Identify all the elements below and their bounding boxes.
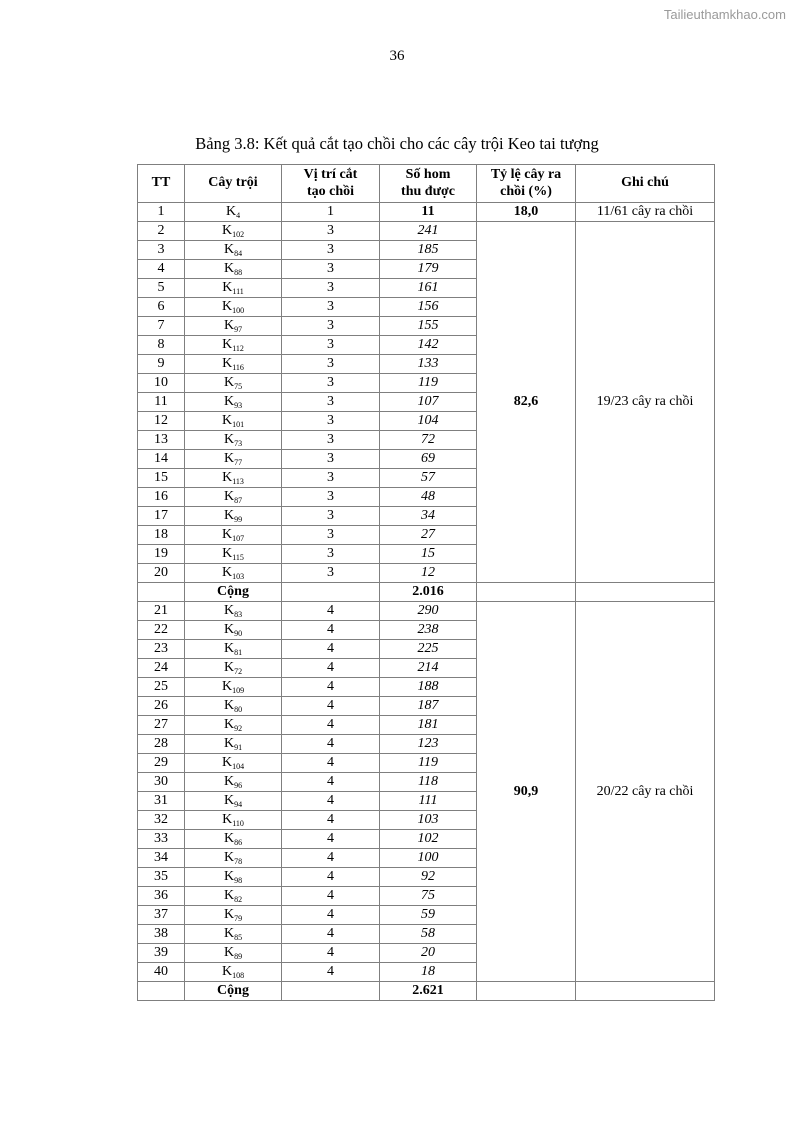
tree-letter: K bbox=[223, 698, 235, 713]
tree-name-cell bbox=[185, 773, 282, 792]
position-cell: 3 bbox=[282, 469, 380, 488]
tree-subscript: 99 bbox=[234, 515, 243, 524]
tree-name-cell bbox=[185, 279, 282, 298]
count-cell: 75 bbox=[380, 887, 477, 906]
tree-subscript: 98 bbox=[234, 876, 243, 885]
tree-letter: K bbox=[222, 356, 233, 371]
position-cell: 3 bbox=[282, 393, 380, 412]
position-cell: 3 bbox=[282, 507, 380, 526]
total-label-cell: Cộng bbox=[185, 583, 282, 602]
tree-letter: K bbox=[221, 755, 233, 770]
tt-cell: 35 bbox=[138, 868, 185, 887]
tt-cell: 31 bbox=[138, 792, 185, 811]
count-cell: 12 bbox=[380, 564, 477, 583]
total-empty-cell bbox=[282, 583, 380, 602]
position-cell: 4 bbox=[282, 811, 380, 830]
header-ty-le bbox=[477, 165, 576, 203]
position-cell: 4 bbox=[282, 659, 380, 678]
tree-name-cell bbox=[185, 849, 282, 868]
count-cell: 290 bbox=[380, 602, 477, 621]
tree-subscript: 108 bbox=[232, 971, 245, 980]
table-row bbox=[138, 222, 715, 241]
tt-cell: 14 bbox=[138, 450, 185, 469]
tree-subscript: 80 bbox=[234, 705, 243, 714]
tree-name-cell bbox=[185, 830, 282, 849]
tt-cell: 1 bbox=[138, 203, 185, 222]
count-cell: 48 bbox=[380, 488, 477, 507]
position-cell: 4 bbox=[282, 678, 380, 697]
tree-letter: K bbox=[223, 926, 235, 941]
position-cell: 4 bbox=[282, 697, 380, 716]
table-row bbox=[138, 602, 715, 621]
position-cell: 3 bbox=[282, 260, 380, 279]
header-ty-le-line1: Tỷ lệ cây ra bbox=[490, 167, 562, 183]
position-cell: 3 bbox=[282, 317, 380, 336]
tree-subscript: 104 bbox=[232, 762, 245, 771]
tree-subscript: 96 bbox=[234, 781, 243, 790]
tree-letter: K bbox=[221, 964, 233, 979]
tree-name-cell bbox=[185, 317, 282, 336]
position-cell: 3 bbox=[282, 355, 380, 374]
tree-subscript: 84 bbox=[234, 249, 243, 258]
count-cell: 238 bbox=[380, 621, 477, 640]
note-cell: 11/61 cây ra chồi bbox=[576, 203, 715, 222]
tree-name-cell bbox=[185, 450, 282, 469]
total-value-cell: 2.621 bbox=[380, 982, 477, 1001]
header-so-hom bbox=[380, 165, 477, 203]
tree-letter: K bbox=[222, 337, 233, 352]
tt-cell: 21 bbox=[138, 602, 185, 621]
tree-name-cell bbox=[185, 811, 282, 830]
tree-letter: K bbox=[223, 660, 235, 675]
tree-letter: K bbox=[223, 394, 235, 409]
tt-cell: 40 bbox=[138, 963, 185, 982]
tree-name-cell bbox=[185, 469, 282, 488]
tree-name-cell bbox=[185, 298, 282, 317]
tree-letter: K bbox=[221, 413, 233, 428]
tree-letter: K bbox=[223, 945, 235, 960]
tree-letter: K bbox=[222, 280, 233, 295]
tt-cell: 39 bbox=[138, 944, 185, 963]
position-cell: 3 bbox=[282, 431, 380, 450]
tt-cell: 16 bbox=[138, 488, 185, 507]
tree-subscript: 115 bbox=[232, 553, 244, 562]
tree-subscript: 112 bbox=[232, 344, 244, 353]
count-cell: 102 bbox=[380, 830, 477, 849]
tt-cell: 11 bbox=[138, 393, 185, 412]
count-cell: 111 bbox=[380, 792, 477, 811]
tt-cell: 17 bbox=[138, 507, 185, 526]
count-cell: 69 bbox=[380, 450, 477, 469]
tree-name-cell bbox=[185, 887, 282, 906]
tree-subscript: 91 bbox=[234, 743, 243, 752]
count-cell: 123 bbox=[380, 735, 477, 754]
table-body bbox=[138, 203, 715, 1001]
tree-subscript: 89 bbox=[234, 952, 243, 961]
position-cell: 4 bbox=[282, 887, 380, 906]
tree-letter: K bbox=[223, 603, 235, 618]
tt-cell: 34 bbox=[138, 849, 185, 868]
header-vi-tri bbox=[282, 165, 380, 203]
tree-name-cell bbox=[185, 602, 282, 621]
tree-name-cell bbox=[185, 716, 282, 735]
tree-letter: K bbox=[223, 432, 235, 447]
tree-letter: K bbox=[223, 261, 235, 276]
tree-name-cell bbox=[185, 640, 282, 659]
tt-cell: 25 bbox=[138, 678, 185, 697]
tree-letter: K bbox=[222, 470, 233, 485]
count-cell: 188 bbox=[380, 678, 477, 697]
count-cell: 58 bbox=[380, 925, 477, 944]
count-cell: 15 bbox=[380, 545, 477, 564]
group-note-cell: 20/22 cây ra chồi bbox=[576, 602, 715, 982]
tree-subscript: 100 bbox=[232, 306, 245, 315]
position-cell: 4 bbox=[282, 849, 380, 868]
tree-subscript: 94 bbox=[234, 800, 243, 809]
total-empty-cell bbox=[138, 583, 185, 602]
position-cell: 3 bbox=[282, 526, 380, 545]
position-cell: 4 bbox=[282, 716, 380, 735]
count-cell: 241 bbox=[380, 222, 477, 241]
position-cell: 4 bbox=[282, 621, 380, 640]
tree-name-cell bbox=[185, 963, 282, 982]
position-cell: 3 bbox=[282, 279, 380, 298]
tree-name-cell bbox=[185, 526, 282, 545]
tt-cell: 36 bbox=[138, 887, 185, 906]
tree-subscript: 77 bbox=[234, 458, 243, 467]
tt-cell: 18 bbox=[138, 526, 185, 545]
header-cay-troi: Cây trội bbox=[185, 165, 282, 203]
tree-letter: K bbox=[223, 375, 235, 390]
tree-name-cell bbox=[185, 412, 282, 431]
position-cell: 4 bbox=[282, 602, 380, 621]
count-cell: 11 bbox=[380, 203, 477, 222]
tree-name-cell bbox=[185, 925, 282, 944]
count-cell: 156 bbox=[380, 298, 477, 317]
count-cell: 133 bbox=[380, 355, 477, 374]
position-cell: 4 bbox=[282, 906, 380, 925]
position-cell: 3 bbox=[282, 412, 380, 431]
tree-name-cell bbox=[185, 203, 282, 222]
tree-subscript: 109 bbox=[232, 686, 245, 695]
position-cell: 4 bbox=[282, 754, 380, 773]
tree-name-cell bbox=[185, 260, 282, 279]
tt-cell: 19 bbox=[138, 545, 185, 564]
total-row bbox=[138, 583, 715, 602]
tree-subscript: 72 bbox=[234, 667, 243, 676]
total-empty-cell bbox=[477, 583, 576, 602]
tree-subscript: 78 bbox=[234, 857, 243, 866]
tt-cell: 4 bbox=[138, 260, 185, 279]
count-cell: 18 bbox=[380, 963, 477, 982]
position-cell: 3 bbox=[282, 336, 380, 355]
tree-subscript: 73 bbox=[234, 439, 243, 448]
position-cell: 1 bbox=[282, 203, 380, 222]
tt-cell: 23 bbox=[138, 640, 185, 659]
tt-cell: 22 bbox=[138, 621, 185, 640]
tree-name-cell bbox=[185, 868, 282, 887]
position-cell: 4 bbox=[282, 792, 380, 811]
rate-cell: 18,0 bbox=[477, 203, 576, 222]
position-cell: 4 bbox=[282, 735, 380, 754]
tree-name-cell bbox=[185, 336, 282, 355]
table-header bbox=[138, 165, 715, 203]
total-row bbox=[138, 982, 715, 1001]
count-cell: 27 bbox=[380, 526, 477, 545]
tree-subscript: 82 bbox=[234, 895, 243, 904]
tree-subscript: 88 bbox=[234, 268, 243, 277]
tree-subscript: 93 bbox=[234, 401, 243, 410]
count-cell: 57 bbox=[380, 469, 477, 488]
count-cell: 161 bbox=[380, 279, 477, 298]
table-caption: Bảng 3.8: Kết quả cắt tạo chồi cho các cây trội Keo tai tượng bbox=[195, 134, 599, 153]
tree-letter: K bbox=[223, 888, 235, 903]
count-cell: 187 bbox=[380, 697, 477, 716]
tree-subscript: 75 bbox=[234, 382, 243, 391]
count-cell: 119 bbox=[380, 754, 477, 773]
tree-name-cell bbox=[185, 431, 282, 450]
total-empty-cell bbox=[282, 982, 380, 1001]
group-rate-cell: 82,6 bbox=[477, 222, 576, 583]
total-empty-cell bbox=[576, 583, 715, 602]
tree-letter: K bbox=[221, 679, 233, 694]
count-cell: 104 bbox=[380, 412, 477, 431]
position-cell: 3 bbox=[282, 488, 380, 507]
tree-letter: K bbox=[223, 736, 235, 751]
tree-letter: K bbox=[221, 223, 233, 238]
watermark: Tailieuthamkhao.com bbox=[663, 7, 786, 22]
count-cell: 59 bbox=[380, 906, 477, 925]
count-cell: 181 bbox=[380, 716, 477, 735]
tt-cell: 26 bbox=[138, 697, 185, 716]
count-cell: 72 bbox=[380, 431, 477, 450]
tt-cell: 7 bbox=[138, 317, 185, 336]
tree-subscript: 79 bbox=[234, 914, 243, 923]
tree-letter: K bbox=[223, 850, 235, 865]
header-so-hom-line2: thu được bbox=[401, 183, 455, 199]
position-cell: 4 bbox=[282, 944, 380, 963]
tree-name-cell bbox=[185, 374, 282, 393]
position-cell: 3 bbox=[282, 298, 380, 317]
count-cell: 185 bbox=[380, 241, 477, 260]
tt-cell: 12 bbox=[138, 412, 185, 431]
tree-subscript: 116 bbox=[232, 363, 244, 372]
tt-cell: 10 bbox=[138, 374, 185, 393]
results-table bbox=[137, 164, 715, 1001]
position-cell: 3 bbox=[282, 374, 380, 393]
tree-subscript: 81 bbox=[234, 648, 243, 657]
tree-name-cell bbox=[185, 488, 282, 507]
header-row bbox=[138, 165, 715, 203]
position-cell: 4 bbox=[282, 925, 380, 944]
tree-subscript: 86 bbox=[234, 838, 243, 847]
tree-letter: K bbox=[221, 299, 233, 314]
tree-letter: K bbox=[222, 546, 233, 561]
count-cell: 34 bbox=[380, 507, 477, 526]
header-ty-le-line2: chồi (%) bbox=[500, 183, 552, 199]
count-cell: 107 bbox=[380, 393, 477, 412]
position-cell: 3 bbox=[282, 222, 380, 241]
header-vi-tri-line1: Vị trí cắt bbox=[303, 167, 358, 183]
tree-letter: K bbox=[221, 565, 233, 580]
position-cell: 3 bbox=[282, 564, 380, 583]
header-so-hom-line1: Số hom bbox=[405, 167, 451, 183]
tree-subscript: 97 bbox=[234, 325, 243, 334]
tt-cell: 9 bbox=[138, 355, 185, 374]
page-number: 36 bbox=[389, 48, 405, 64]
tree-subscript: 111 bbox=[232, 287, 244, 296]
tt-cell: 6 bbox=[138, 298, 185, 317]
count-cell: 214 bbox=[380, 659, 477, 678]
position-cell: 3 bbox=[282, 241, 380, 260]
group-rate-cell: 90,9 bbox=[477, 602, 576, 982]
tree-subscript: 83 bbox=[234, 610, 243, 619]
tree-letter: K bbox=[223, 622, 235, 637]
count-cell: 119 bbox=[380, 374, 477, 393]
tt-cell: 15 bbox=[138, 469, 185, 488]
position-cell: 4 bbox=[282, 640, 380, 659]
tree-name-cell bbox=[185, 621, 282, 640]
tree-subscript: 101 bbox=[232, 420, 245, 429]
header-vi-tri-line2: tạo chồi bbox=[306, 183, 355, 199]
tree-subscript: 85 bbox=[234, 933, 243, 942]
tt-cell: 2 bbox=[138, 222, 185, 241]
tree-name-cell bbox=[185, 545, 282, 564]
tree-name-cell bbox=[185, 678, 282, 697]
tree-name-cell bbox=[185, 507, 282, 526]
total-empty-cell bbox=[138, 982, 185, 1001]
tree-subscript: 102 bbox=[232, 230, 245, 239]
tree-name-cell bbox=[185, 659, 282, 678]
tree-name-cell bbox=[185, 222, 282, 241]
position-cell: 3 bbox=[282, 545, 380, 564]
tree-subscript: 110 bbox=[232, 819, 244, 828]
count-cell: 155 bbox=[380, 317, 477, 336]
tree-letter: K bbox=[223, 793, 235, 808]
count-cell: 100 bbox=[380, 849, 477, 868]
tt-cell: 30 bbox=[138, 773, 185, 792]
tt-cell: 24 bbox=[138, 659, 185, 678]
tree-letter: K bbox=[223, 907, 235, 922]
tt-cell: 20 bbox=[138, 564, 185, 583]
tree-subscript: 107 bbox=[232, 534, 245, 543]
count-cell: 92 bbox=[380, 868, 477, 887]
tree-name-cell bbox=[185, 355, 282, 374]
tree-letter: K bbox=[222, 812, 233, 827]
tree-name-cell bbox=[185, 697, 282, 716]
tt-cell: 27 bbox=[138, 716, 185, 735]
tt-cell: 5 bbox=[138, 279, 185, 298]
tree-letter: K bbox=[223, 318, 235, 333]
tree-subscript: 87 bbox=[234, 496, 243, 505]
tree-name-cell bbox=[185, 944, 282, 963]
tree-letter: K bbox=[223, 869, 235, 884]
tree-letter: K bbox=[223, 508, 235, 523]
tree-letter: K bbox=[225, 204, 237, 219]
tree-name-cell bbox=[185, 241, 282, 260]
position-cell: 3 bbox=[282, 450, 380, 469]
tree-letter: K bbox=[223, 641, 235, 656]
count-cell: 225 bbox=[380, 640, 477, 659]
position-cell: 4 bbox=[282, 830, 380, 849]
tree-subscript: 92 bbox=[234, 724, 243, 733]
tt-cell: 37 bbox=[138, 906, 185, 925]
count-cell: 118 bbox=[380, 773, 477, 792]
tree-name-cell bbox=[185, 754, 282, 773]
tree-letter: K bbox=[223, 242, 235, 257]
position-cell: 4 bbox=[282, 963, 380, 982]
count-cell: 20 bbox=[380, 944, 477, 963]
count-cell: 103 bbox=[380, 811, 477, 830]
tt-cell: 13 bbox=[138, 431, 185, 450]
total-empty-cell bbox=[576, 982, 715, 1001]
tree-letter: K bbox=[223, 831, 235, 846]
total-label-cell: Cộng bbox=[185, 982, 282, 1001]
tt-cell: 38 bbox=[138, 925, 185, 944]
tree-subscript: 90 bbox=[234, 629, 243, 638]
count-cell: 142 bbox=[380, 336, 477, 355]
tree-letter: K bbox=[223, 489, 235, 504]
tree-subscript: 4 bbox=[236, 211, 241, 220]
table-row bbox=[138, 203, 715, 222]
count-cell: 179 bbox=[380, 260, 477, 279]
tree-name-cell bbox=[185, 906, 282, 925]
tree-letter: K bbox=[223, 717, 235, 732]
position-cell: 4 bbox=[282, 868, 380, 887]
tt-cell: 3 bbox=[138, 241, 185, 260]
tt-cell: 28 bbox=[138, 735, 185, 754]
tree-letter: K bbox=[221, 527, 233, 542]
position-cell: 4 bbox=[282, 773, 380, 792]
group-note-cell: 19/23 cây ra chồi bbox=[576, 222, 715, 583]
tt-cell: 29 bbox=[138, 754, 185, 773]
tt-cell: 8 bbox=[138, 336, 185, 355]
tree-subscript: 103 bbox=[232, 572, 245, 581]
tt-cell: 32 bbox=[138, 811, 185, 830]
tree-name-cell bbox=[185, 735, 282, 754]
total-value-cell: 2.016 bbox=[380, 583, 477, 602]
tree-name-cell bbox=[185, 393, 282, 412]
tree-subscript: 113 bbox=[232, 477, 244, 486]
tree-letter: K bbox=[223, 451, 235, 466]
total-empty-cell bbox=[477, 982, 576, 1001]
header-ghi-chu: Ghi chú bbox=[576, 165, 715, 203]
tree-letter: K bbox=[223, 774, 235, 789]
header-tt: TT bbox=[138, 165, 185, 203]
tt-cell: 33 bbox=[138, 830, 185, 849]
tree-name-cell bbox=[185, 792, 282, 811]
tree-name-cell bbox=[185, 564, 282, 583]
